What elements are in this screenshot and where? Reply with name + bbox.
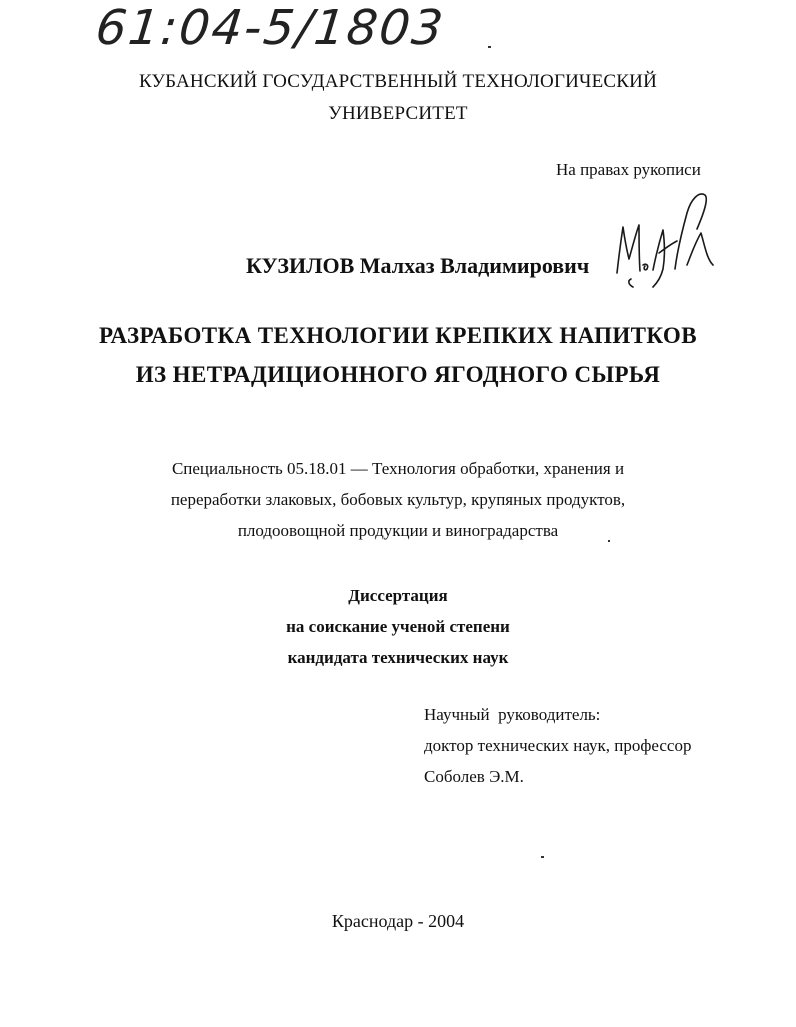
degree-line-3: кандидата технических наук [287, 648, 509, 667]
author-name: КУЗИЛОВ Малхаз Владимирович [246, 253, 590, 278]
degree-line-1: Диссертация [348, 586, 448, 605]
supervisor-block [424, 699, 691, 792]
scan-speck [541, 856, 544, 858]
university-name [0, 66, 796, 130]
supervisor-line-3: Соболев Э.М. [424, 767, 524, 786]
city-year: Краснодар - 2004 [331, 911, 465, 931]
university-line-1: КУБАНСКИЙ ГОСУДАРСТВЕННЫЙ ТЕХНОЛОГИЧЕСКИЙ [138, 71, 657, 92]
supervisor-line-1: Научный руководитель: [424, 705, 601, 724]
specialty-line-3: плодоовощной продукции и виноградарства [237, 521, 559, 540]
specialty-line-1: Специальность 05.18.01 — Технология обработки, хранения и [171, 459, 625, 478]
title-line-1: РАЗРАБОТКА ТЕХНОЛОГИИ КРЕПКИХ НАПИТКОВ [99, 323, 697, 348]
title-line-2: ИЗ НЕТРАДИЦИОННОГО ЯГОДНОГО СЫРЬЯ [135, 362, 661, 387]
specialty-line-2: переработки злаковых, бобовых культур, крупяных продуктов, [170, 490, 626, 509]
archive-number-handwritten: 61:04-5/1803 [93, 0, 448, 56]
university-line-2: УНИВЕРСИТЕТ [328, 103, 468, 124]
dissertation-title [0, 316, 796, 394]
supervisor-line-2: доктор технических наук, профессор [424, 736, 692, 755]
rights-note: На правах рукописи [556, 160, 701, 179]
specialty-block [0, 453, 796, 546]
scan-speck [488, 46, 491, 48]
scan-speck [608, 540, 610, 542]
degree-block [0, 580, 796, 673]
degree-line-2: на соискание ученой степени [286, 617, 510, 636]
signature-icon [603, 185, 723, 295]
